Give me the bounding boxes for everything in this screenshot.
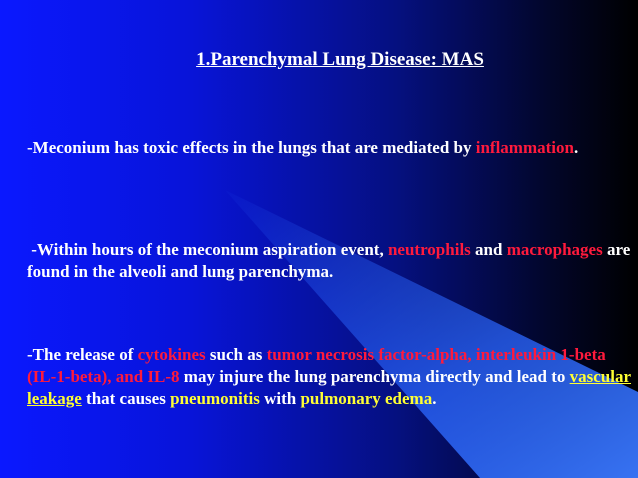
bullet-3-mid-4: with (259, 389, 301, 408)
bullet-2-mid: and (470, 240, 507, 259)
term-vascular-leakage: vascular leakage (27, 367, 632, 408)
bullet-3-mid-3: that causes (81, 389, 171, 408)
term-cytokine-list: tumor necrosis factor-alpha, interleukin 1-beta (IL-1-beta), and IL-8 (27, 345, 606, 386)
bullet-3-mid-2: may injure the lung parenchyma directly and lead to (179, 367, 570, 386)
bullet-2-lead: -Within hours of the meconium aspiration event, (31, 240, 388, 259)
term-pneumonitis: pneumonitis (170, 389, 260, 408)
slide-title: 1.Parenchymal Lung Disease: MAS (196, 49, 484, 70)
bullet-inflammation (27, 137, 631, 159)
bullet-3-mid-1: such as (205, 345, 267, 364)
bullet-1-tail: . (573, 138, 579, 157)
term-inflammation: inflammation (475, 138, 574, 157)
term-neutrophils: neutrophils (387, 240, 471, 259)
bullet-3-tail: . (432, 389, 437, 408)
term-cytokines: cytokines (137, 345, 206, 364)
bullet-cells (27, 239, 631, 283)
bullet-3-lead: -The release of (27, 345, 138, 364)
term-macrophages: macrophages (506, 240, 603, 259)
term-pulmonary-edema: pulmonary edema (300, 389, 433, 408)
bullet-1-lead: -Meconium has toxic effects in the lungs that are mediated by (27, 138, 476, 157)
bullet-cytokines (27, 344, 631, 410)
bullet-2-tail: are found in the alveoli and lung parenchyma. (27, 240, 631, 281)
